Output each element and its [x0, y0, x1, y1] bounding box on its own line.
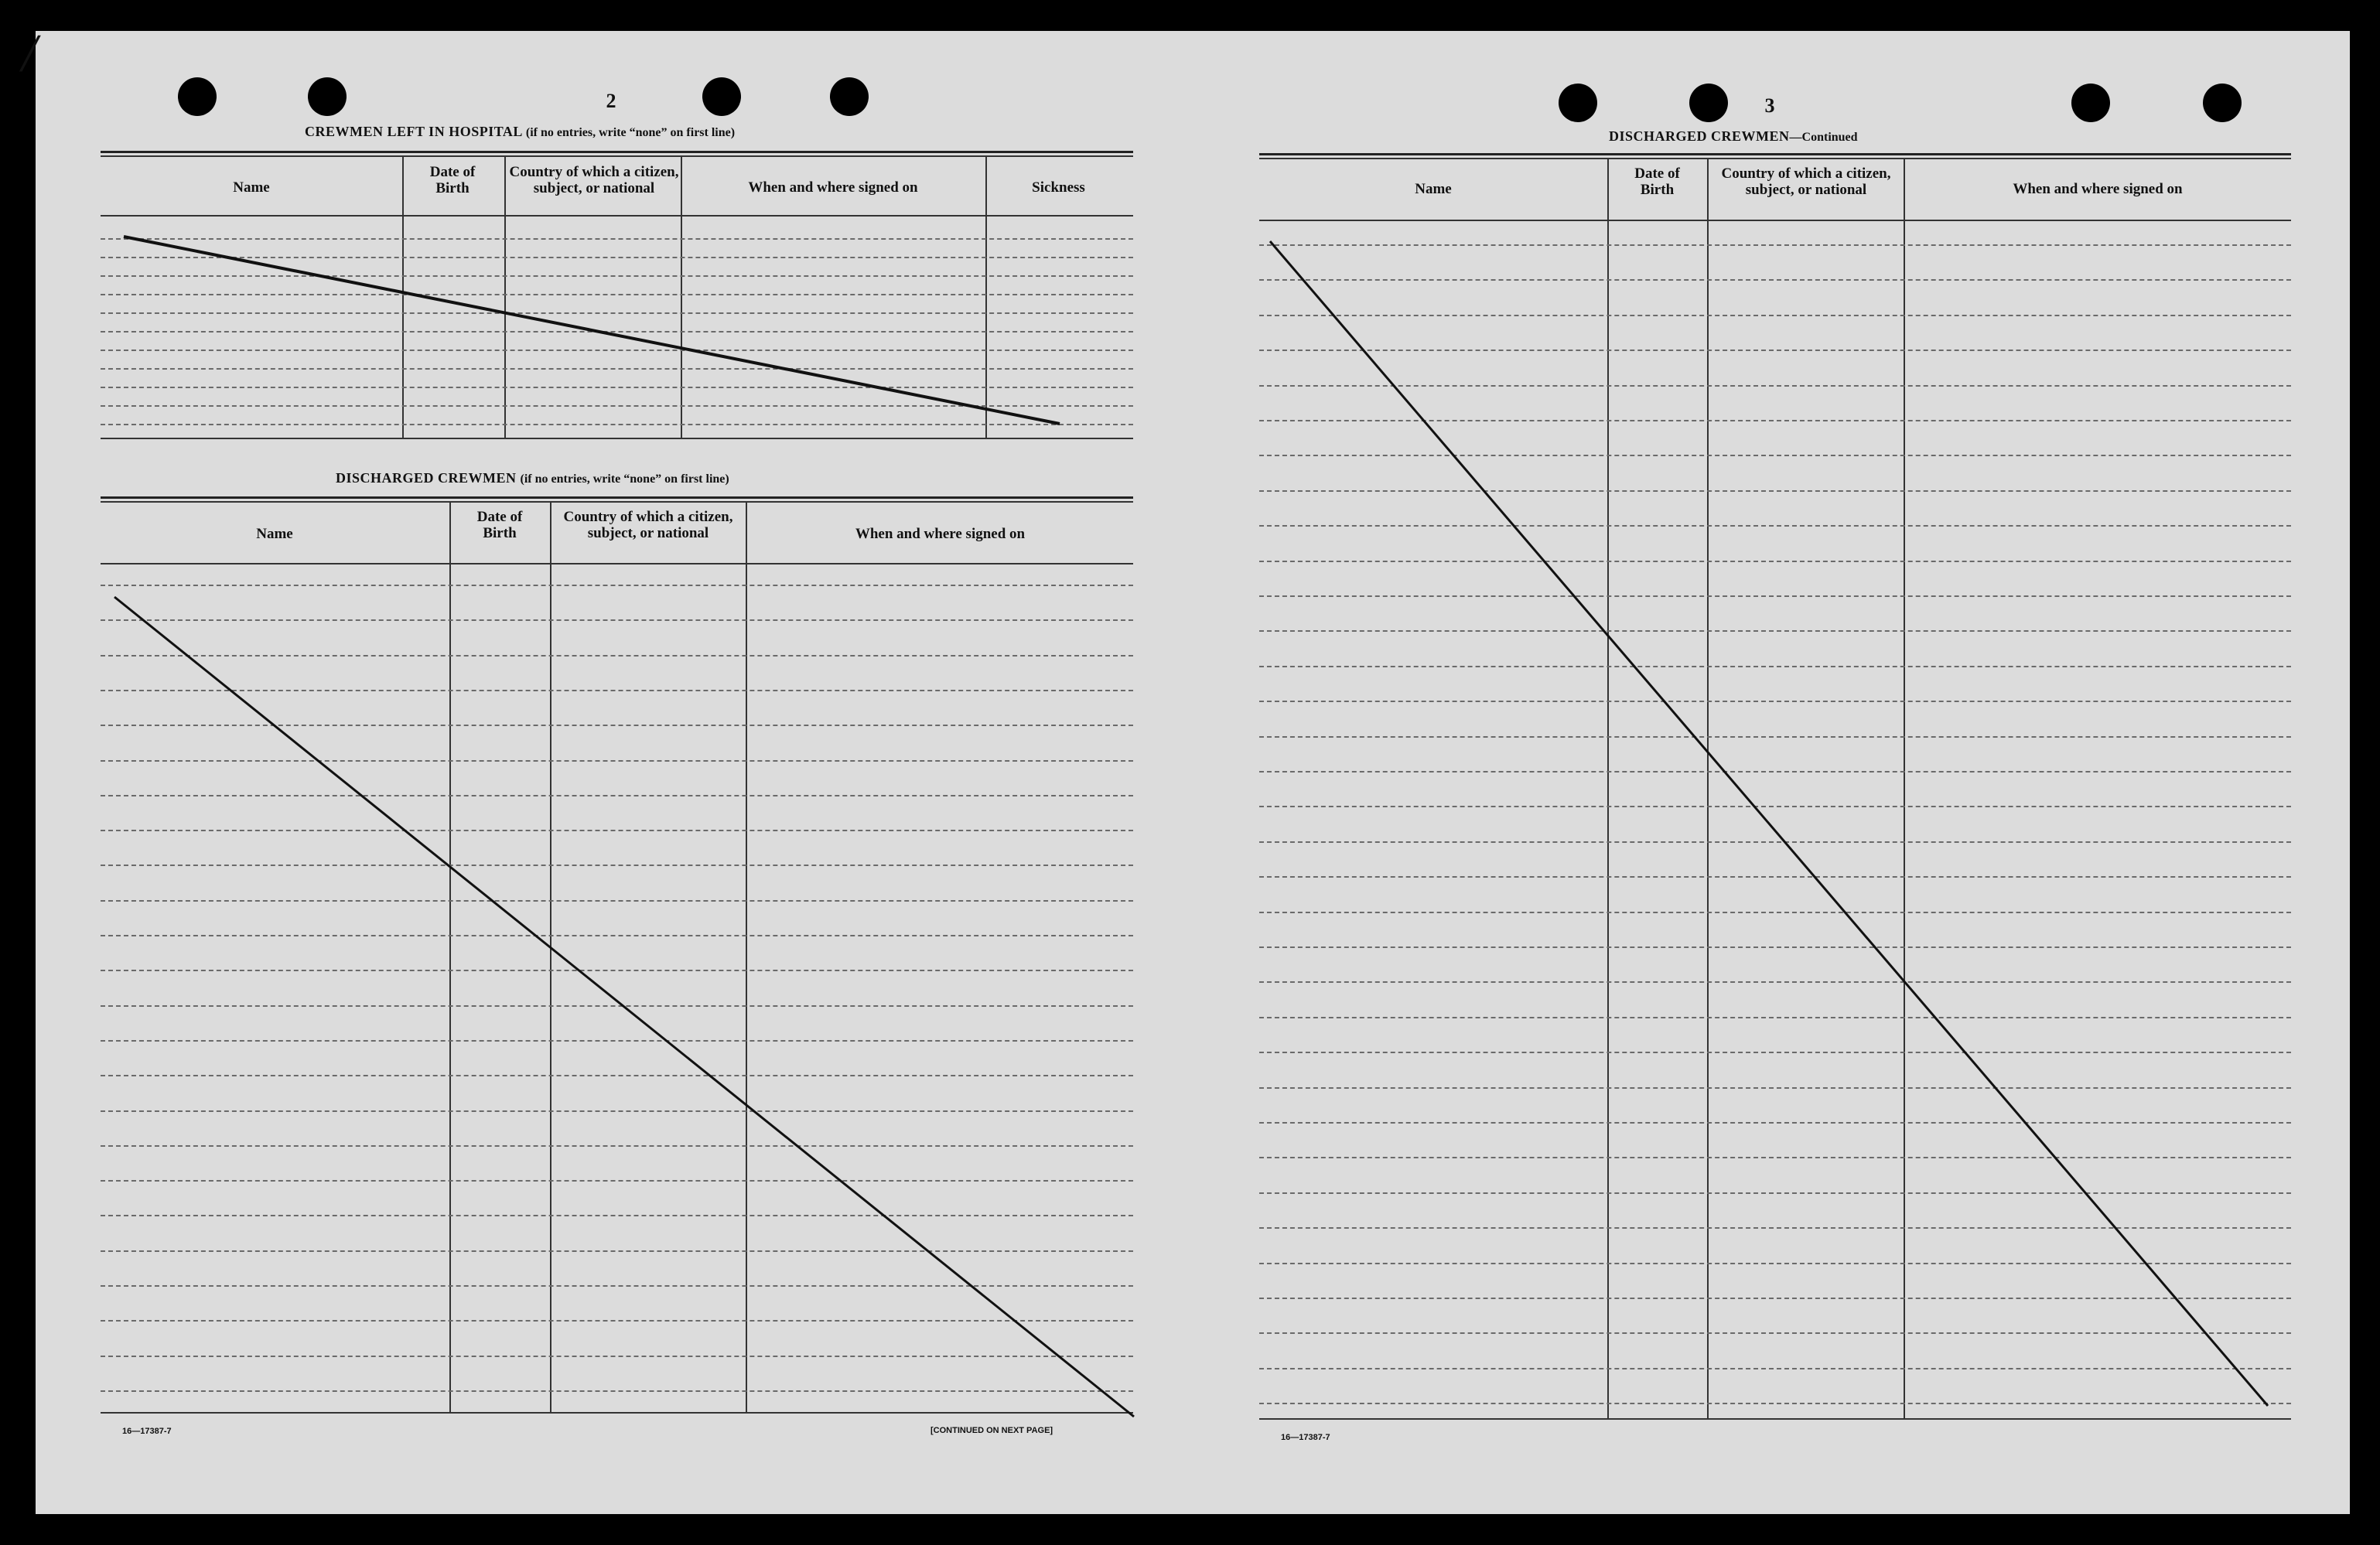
ruled-line: [1259, 946, 2291, 948]
ruled-line: [101, 865, 1133, 866]
ruled-line: [1259, 912, 2291, 913]
column-header: When and where signed on: [855, 526, 1026, 542]
ruled-line: [101, 690, 1133, 691]
ruled-line: [1259, 1227, 2291, 1229]
section-title-text: DISCHARGED CREWMEN: [336, 470, 517, 486]
ruled-line: [101, 1320, 1133, 1322]
ruled-line: [101, 1215, 1133, 1216]
ruled-line: [101, 1356, 1133, 1357]
ruled-line: [101, 1110, 1133, 1112]
ruled-line: [1259, 1122, 2291, 1124]
column-header: Name: [256, 526, 293, 542]
section-title: [305, 124, 735, 140]
ruled-line: [101, 585, 1133, 586]
punch-hole-icon: [178, 77, 217, 116]
ruled-line: [1259, 1263, 2291, 1264]
punch-hole-icon: [702, 77, 741, 116]
column-header: Country of which a citizen, subject, or national: [563, 509, 733, 541]
column-header: Country of which a citizen, subject, or national: [1721, 165, 1891, 198]
section-title-text: CREWMEN LEFT IN HOSPITAL: [305, 124, 522, 139]
ruled-line: [101, 795, 1133, 796]
ruled-line: [1259, 981, 2291, 983]
ruled-line: [1259, 736, 2291, 738]
column-header: When and where signed on: [748, 179, 918, 196]
ruled-line: [1259, 1192, 2291, 1194]
ruled-line: [101, 1145, 1133, 1147]
ruled-line: [1259, 244, 2291, 246]
form-number: 16—17387-7: [1281, 1433, 1330, 1442]
section-title: [336, 470, 729, 486]
ruled-line: [101, 619, 1133, 621]
page-number: 2: [606, 90, 616, 112]
column-header: Sickness: [1032, 179, 1085, 196]
ruled-line: [101, 1390, 1133, 1392]
ruled-line: [101, 935, 1133, 936]
ruled-line: [101, 760, 1133, 762]
ruled-line: [1259, 630, 2291, 632]
section-title-text: DISCHARGED CREWMEN: [1609, 128, 1790, 144]
ruled-line: [101, 725, 1133, 726]
ruled-line: [101, 1285, 1133, 1287]
column-header: Country of which a citizen, subject, or national: [509, 164, 679, 196]
ruled-line: [1259, 1157, 2291, 1158]
column-header: Date of Birth: [476, 509, 523, 541]
continued-note: [CONTINUED ON NEXT PAGE]: [930, 1426, 1053, 1435]
ruled-line: [101, 970, 1133, 971]
ruled-line: [1259, 876, 2291, 878]
ruled-line: [1259, 525, 2291, 527]
corner-mark: /: [22, 24, 37, 84]
ruled-line: [1259, 1403, 2291, 1404]
ruled-line: [101, 1005, 1133, 1007]
ruled-line: [1259, 420, 2291, 421]
ruled-line: [1259, 841, 2291, 843]
section-title-suffix: —Continued: [1789, 131, 1858, 144]
ruled-line: [1259, 1087, 2291, 1089]
ruled-line: [1259, 279, 2291, 281]
ruled-line: [1259, 595, 2291, 597]
ruled-line: [1259, 1368, 2291, 1369]
ruled-line: [1259, 1298, 2291, 1299]
column-header: Date of Birth: [1634, 165, 1680, 198]
section-note: (if no entries, write “none” on first line): [520, 472, 729, 486]
punch-hole-icon: [830, 77, 869, 116]
ruled-line: [101, 900, 1133, 902]
section-title: [1609, 128, 1858, 145]
ruled-line: [1259, 666, 2291, 667]
document-paper: [36, 31, 2350, 1514]
ruled-line: [1259, 1332, 2291, 1334]
punch-hole-icon: [2203, 84, 2242, 122]
ruled-line: [1259, 350, 2291, 351]
ruled-line: [1259, 1017, 2291, 1018]
ruled-line: [1259, 1052, 2291, 1053]
ruled-line: [1259, 455, 2291, 456]
ruled-line: [101, 1180, 1133, 1182]
section-note: (if no entries, write “none” on first line): [525, 126, 736, 139]
ruled-line: [1259, 385, 2291, 387]
ruled-line: [101, 655, 1133, 657]
column-header: When and where signed on: [2013, 181, 2183, 197]
column-header: Date of Birth: [429, 164, 476, 196]
ruled-line: [101, 1040, 1133, 1042]
page-number: 3: [1764, 94, 1775, 117]
ruled-line: [101, 1250, 1133, 1252]
form-number: 16—17387-7: [122, 1427, 172, 1436]
punch-hole-icon: [1559, 84, 1597, 122]
punch-hole-icon: [2071, 84, 2110, 122]
ruled-line: [1259, 315, 2291, 316]
ruled-line: [1259, 701, 2291, 702]
punch-hole-icon: [1689, 84, 1728, 122]
ruled-line: [101, 1075, 1133, 1076]
column-header: Name: [233, 179, 270, 196]
punch-hole-icon: [308, 77, 347, 116]
column-header: Name: [1415, 181, 1452, 197]
ruled-line: [1259, 561, 2291, 562]
ruled-line: [1259, 806, 2291, 807]
ruled-line: [1259, 490, 2291, 492]
ruled-line: [101, 830, 1133, 831]
ruled-line: [1259, 771, 2291, 772]
